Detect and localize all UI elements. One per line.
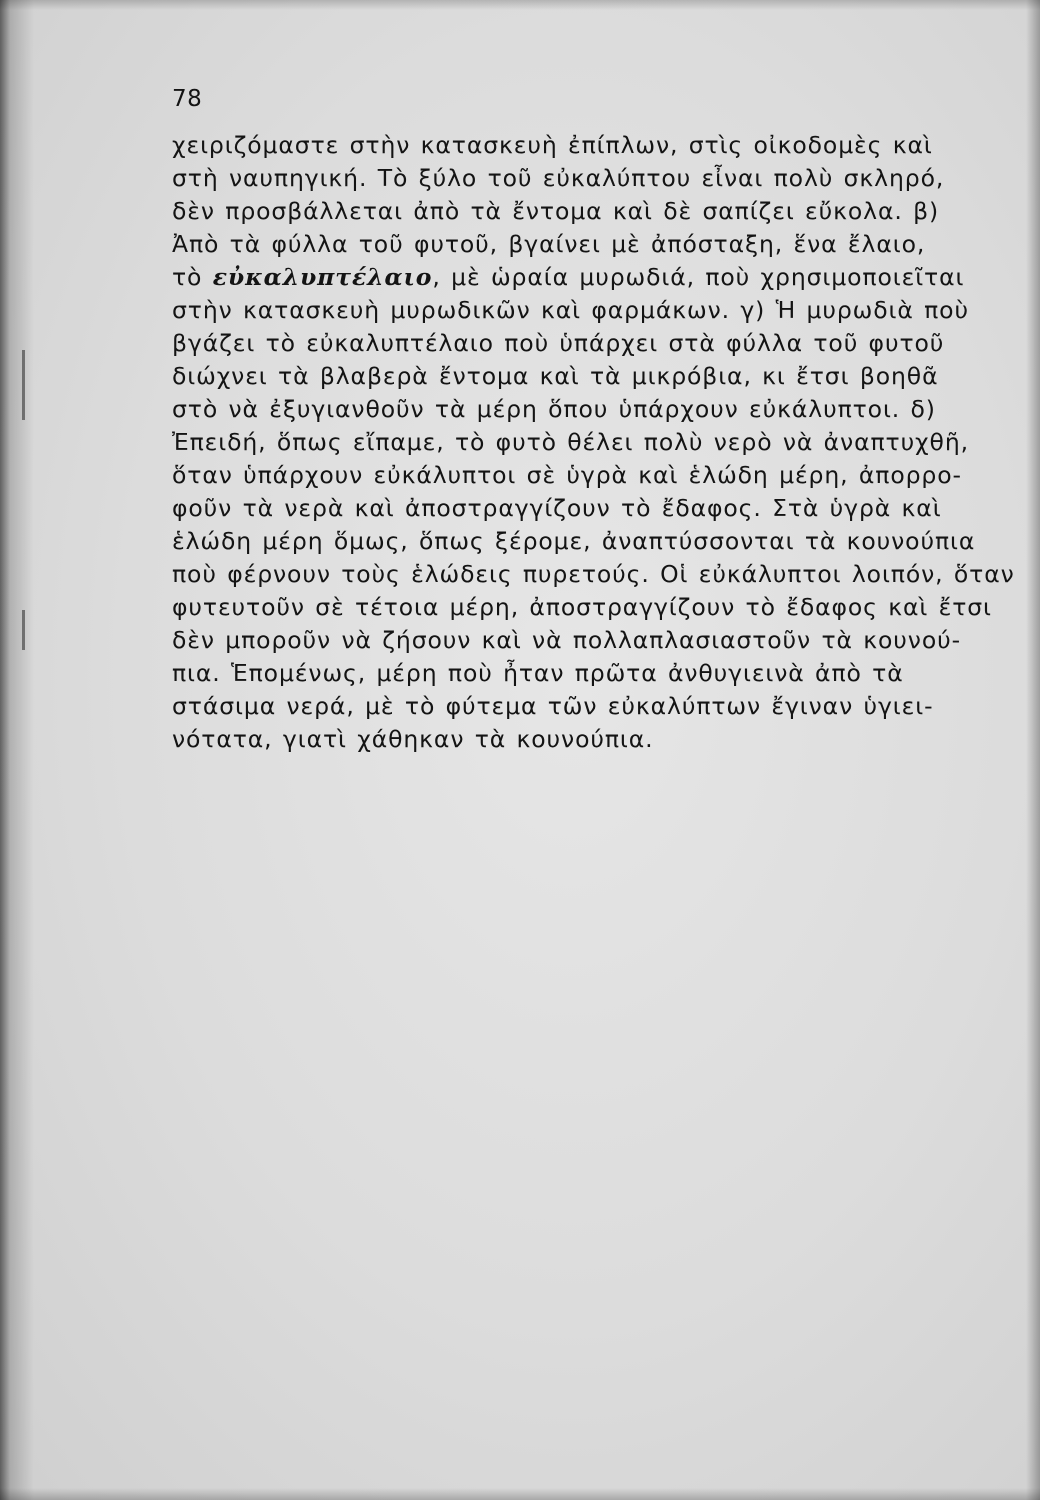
text-fragment: τὸ — [172, 263, 213, 291]
text-line: στὴ ναυπηγική. Τὸ ξύλο τοῦ εὐκαλύπτου εἶναι πολὺ σκληρό, — [172, 164, 945, 192]
text-line: διώχνει τὰ βλαβερὰ ἔντομα καὶ τὰ μικρόβια, κι ἔτσι βοηθᾶ — [172, 362, 939, 390]
binding-mark — [22, 350, 25, 420]
text-line: χειριζόμαστε στὴν κατασκευὴ ἐπίπλων, στὶς οἰκοδομὲς καὶ — [172, 131, 933, 159]
emphasized-term: εὐκαλυπτέλαιο — [212, 263, 433, 291]
text-line: στὴν κατασκευὴ μυρωδικῶν καὶ φαρμάκων. γ) Ἡ μυρωδιὰ ποὺ — [172, 296, 969, 324]
page-number: 78 — [172, 86, 203, 112]
text-line: δὲν προσβάλλεται ἀπὸ τὰ ἔντομα καὶ δὲ σαπίζει εὔκολα. β) — [172, 197, 940, 225]
binding-mark — [22, 610, 25, 650]
text-line: πια. Ἑπομένως, μέρη ποὺ ἦταν πρῶτα ἀνθυγιεινὰ ἀπὸ τὰ — [172, 659, 904, 687]
text-line: Ἐπειδή, ὅπως εἴπαμε, τὸ φυτὸ θέλει πολὺ νερὸ νὰ ἀναπτυχθῆ, — [172, 428, 969, 456]
text-line: ὅταν ὑπάρχουν εὐκάλυπτοι σὲ ὑγρὰ καὶ ἑλώδη μέρη, ἀπορρο- — [172, 461, 962, 489]
text-line: δὲν μποροῦν νὰ ζήσουν καὶ νὰ πολλαπλασιαστοῦν τὰ κουνού- — [172, 626, 961, 654]
text-line: νότατα, γιατὶ χάθηκαν τὰ κουνούπια. — [172, 725, 654, 753]
text-line: φυτευτοῦν σὲ τέτοια μέρη, ἀποστραγγίζουν τὸ ἔδαφος καὶ ἔτσι — [172, 593, 992, 621]
text-line: στὸ νὰ ἐξυγιανθοῦν τὰ μέρη ὅπου ὑπάρχουν εὐκάλυπτοι. δ) — [172, 395, 936, 423]
text-line: στάσιμα νερά, μὲ τὸ φύτεμα τῶν εὐκαλύπτων ἔγιναν ὑγιει- — [172, 692, 934, 720]
text-line: ποὺ φέρνουν τοὺς ἑλώδεις πυρετούς. Οἱ εὐκάλυπτοι λοιπόν, ὅταν — [172, 560, 1015, 588]
text-fragment: , μὲ ὡραία μυρωδιά, ποὺ χρησιμοποιεῖται — [432, 263, 965, 291]
text-line: φοῦν τὰ νερὰ καὶ ἀποστραγγίζουν τὸ ἔδαφος. Στὰ ὑγρὰ καὶ — [172, 494, 942, 522]
text-line: Ἀπὸ τὰ φύλλα τοῦ φυτοῦ, βγαίνει μὲ ἀπόσταξη, ἕνα ἔλαιο, — [172, 230, 926, 258]
text-line: βγάζει τὸ εὐκαλυπτέλαιο ποὺ ὑπάρχει στὰ φύλλα τοῦ φυτοῦ — [172, 329, 945, 357]
body-paragraph — [172, 129, 1032, 756]
text-line — [172, 261, 1032, 294]
text-line: ἑλώδη μέρη ὅμως, ὅπως ξέρομε, ἀναπτύσσονται τὰ κουνούπια — [172, 527, 976, 555]
